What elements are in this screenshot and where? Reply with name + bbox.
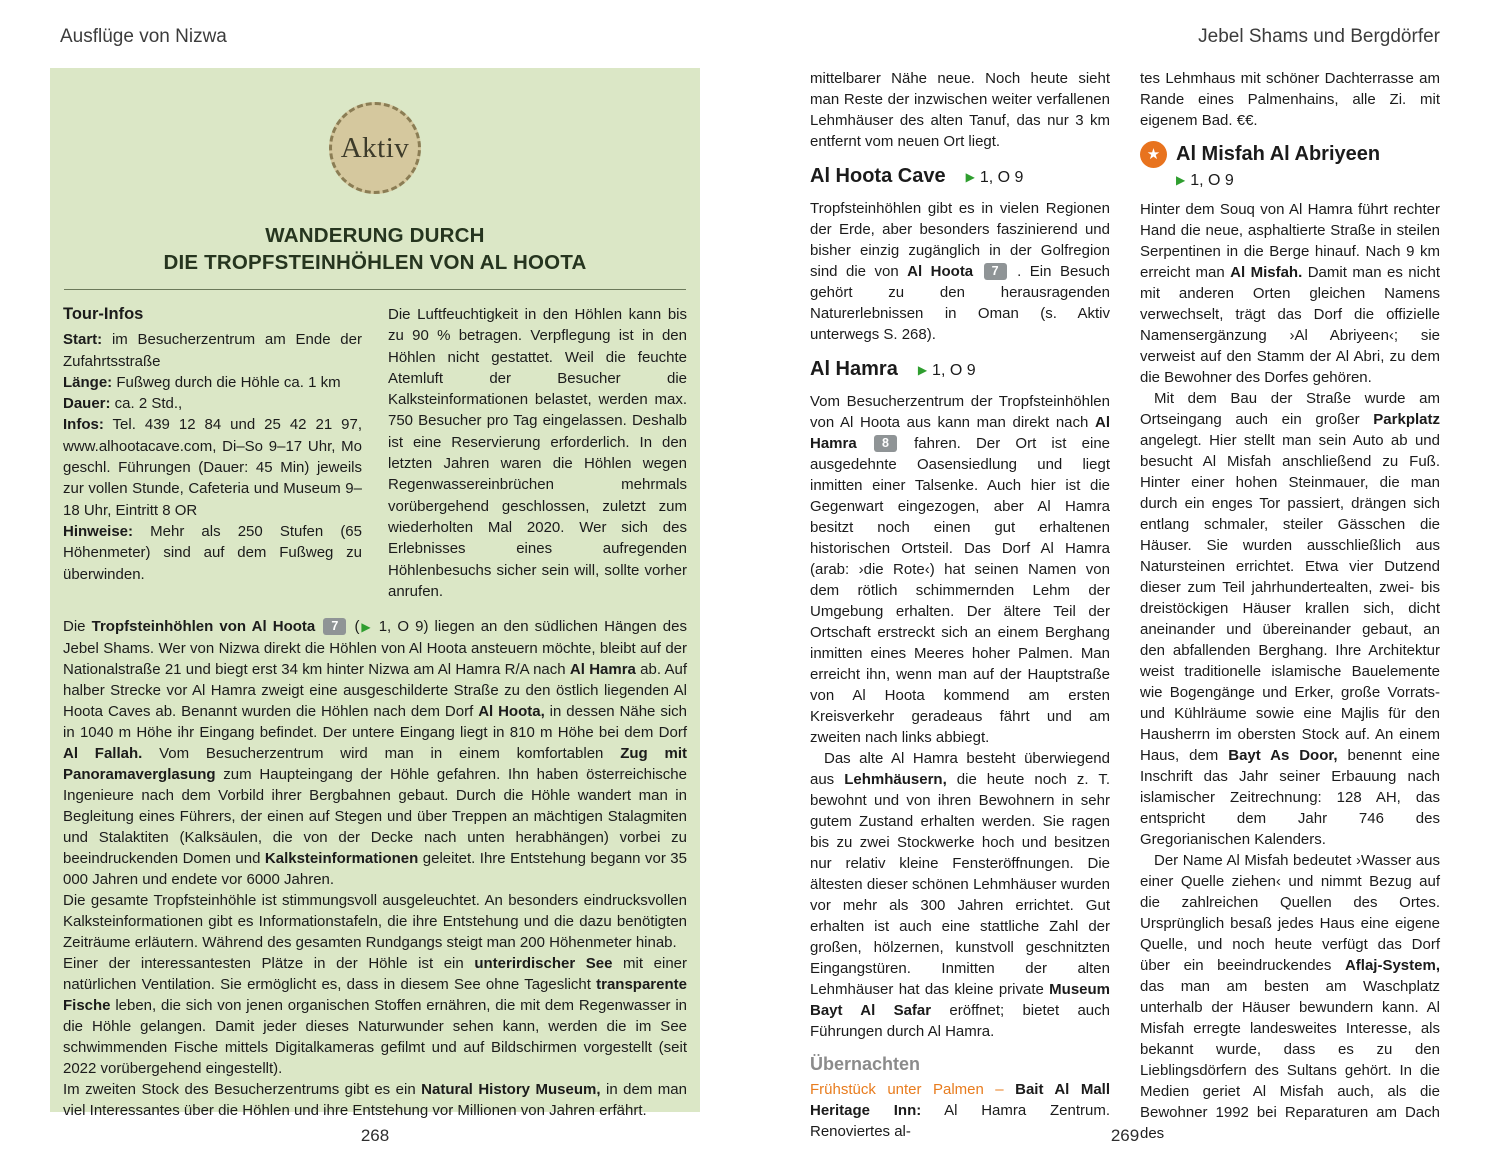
map-ref-arrow-icon: ▶ — [1176, 173, 1186, 187]
text-segment: . Ein Besuch gehört zu den herausragenden Naturerlebnissen in Oman (s. Aktiv unterwegs S. 268). — [810, 263, 1110, 343]
paragraph — [63, 953, 687, 1079]
paragraph — [810, 198, 1110, 345]
bold-text: transparente Fische — [63, 976, 687, 1015]
star-glyph: ★ — [1146, 146, 1161, 163]
paragraph — [810, 391, 1110, 748]
bold-text: Bayt As Door, — [1228, 747, 1338, 764]
map-ref-text: 1, O 9 — [979, 169, 1024, 186]
bold-text: Al Hamra — [569, 661, 636, 679]
paragraph: mittelbarer Nähe neue. Noch heute sieht man Reste der inzwischen weiter verfallenen Lehmhäuser des alten Tanuf, das nur 3 km entfernt vom neuen Ort liegt. — [810, 70, 1110, 150]
bold-text: Bait Al Mall Heritage Inn: — [810, 1081, 1110, 1119]
bold-text: Tropfsteinhöhlen von Al Hoota — [91, 618, 316, 636]
paragraph — [63, 616, 687, 890]
tour-info-dauer — [63, 393, 362, 414]
tour-info-start — [63, 329, 362, 372]
paragraph — [63, 1079, 687, 1121]
paragraph — [1140, 850, 1440, 1144]
text-segment: Tropfsteinhöhlen gibt es in vielen Regionen der Erde, aber besonders faszinierend und bisher einzig zugänglich in der Golfregion sind die von — [810, 200, 1110, 280]
text-segment: geleitet. Ihre Entstehung begann vor 35 000 Jahren und endete vor 6000 Jahren. — [63, 850, 687, 889]
bold-text: Museum Bayt Al Safar — [810, 981, 1110, 1019]
feature-title — [63, 222, 687, 276]
running-head-left: Ausflüge von Nizwa — [60, 26, 227, 47]
text-segment: 1, O 9) liegen an den südlichen Hängen des Jebel Shams. Wer von Nizwa direkt die Höhlen von Al Hoota ansteuern möchte, bleibt auf der Nationalstraße 21 und biegt erst 34 km hinter Nizwa am Al Hamra R/A nach — [63, 618, 687, 679]
right-column — [1140, 68, 1440, 1142]
map-ref-text: 1, O 9 — [1190, 172, 1234, 189]
paragraph — [63, 890, 687, 953]
text-segment: angelegt. Hier stellt man sein Auto ab und besucht Al Misfah anschließend zu Fuß. Hinter einer hohen Steinmauer, die man durch ein enges Tor passiert, drängen sich entlang schmaler, steiler Gässchen die Häuser. Sie wurden ausschließlich aus Natursteinen errichtet. Etwa vier Dutzend dieser zum Teil jahrhundertealten, zwei- bis dreistöckigen Häuser krallen sich, dicht aneinander und übereinander gebaut, an den abfallenden Berghang. Ihre Architektur weist traditionelle islamische Bauelemente wie Bogengänge und Erker, große Vorrats- und Kühlräume sowie eine Majlis für den Hausherrn im obersten Stock auf. An einem Haus, dem — [1140, 432, 1440, 764]
bold-text: Start: — [63, 331, 103, 349]
paragraph — [810, 748, 1110, 1042]
text-segment: Im zweiten Stock des Besucherzentrums gibt es ein — [63, 1081, 422, 1099]
bold-text: Al Misfah. — [1230, 264, 1303, 281]
tour-info-infos — [63, 414, 362, 520]
feature-title-line1: WANDERUNG DURCH — [265, 224, 485, 247]
text-segment: leben, die sich von jenen organischen Stoffen ernähren, die mit dem Regenwasser in die Höhle gelangen. Damit jeder dieses Naturwunder sehen kann, werden die im See schwimmenden Fische mittels Digitalkameras gefilmt und auf Bildschirmen vorgestellt (seit 2022 vorübergehend eingestellt). — [63, 997, 687, 1078]
feature-body — [63, 616, 687, 1121]
text-segment: benennt eine Inschrift das Jahr seiner Erbauung nach islamischer Zeitrechnung: 128 AH, das entspricht dem Jahr 746 des Gregorianischen Kalenders. — [1140, 747, 1440, 848]
middle-column — [810, 68, 1111, 1140]
bold-text: Al Hoota, — [478, 703, 545, 721]
aktiv-feature-box — [50, 68, 700, 1120]
heading-uebernachten: Übernachten — [810, 1054, 921, 1074]
aktiv-stamp-label: Aktiv — [340, 131, 410, 164]
text-segment: Der Name Al Misfah bedeutet ›Wasser aus einer Quelle ziehen‹ und nimmt Bezug auf die zahlreichen Quellen des Ortes. Ursprünglich besaß jedes Haus eine eigene Quelle, und noch heute verfügt das Dorf über ein beeindruckendes — [1140, 852, 1440, 974]
text-segment: ca. 2 Std., — [110, 395, 183, 413]
map-ref-arrow-icon: ▶ — [965, 170, 975, 184]
text-segment: eröffnet; bietet auch Führungen durch Al Hamra. — [810, 1002, 1110, 1040]
text-segment: das man am besten am Waschplatz unterhalb der Häuser bewundern kann. Al Misfah erregte landesweites Interesse, als bekannt wurde, dass es zu den Lieblingsdörfern des Sultans gehört. In die Medien geriet Al Misfah auch, als die Bewohner 1992 bei Reparaturen am Dach des — [1140, 978, 1440, 1142]
text-segment: Fußweg durch die Höhle ca. 1 km — [112, 373, 341, 391]
bold-text: Aflaj-System, — [1344, 957, 1440, 974]
ref-number-badge: 7 — [323, 618, 346, 635]
star-icon — [1140, 141, 1167, 168]
map-reference — [918, 360, 976, 382]
paragraph — [1140, 199, 1440, 388]
text-segment: in dessen Nähe sich in 1040 m Höhe ihr Eingang befindet. Der untere Eingang liegt in 810 m Höhe bei dem Dorf — [63, 703, 687, 742]
humidity-column — [388, 304, 687, 602]
text-segment: fahren. Der Ort ist eine ausgedehnte Oasensiedlung und liegt inmitten einer Talsenke. Auch hier ist die Gegenwart eingezogen, aber Al Hamra besitzt noch einen gut erhaltenen historischen Ortsteil. Das Dorf Al Hamra (arab: ›die Rote‹) hat seinen Namen von dem rötlich schimmernden Lehm der Umgebung erhalten. Der ältere Teil der Ortschaft erstreckt sich an einem Berghang inmitten eines Meeres hoher Palmen. Man erreicht ihn, wenn man auf der Hauptstraße von Al Hoota kommend am ersten Kreisverkehr geradeaus fährt und am zweiten nach links abbiegt. — [810, 435, 1111, 746]
text-segment — [973, 263, 981, 280]
text-segment: Einer der interessantesten Plätze in der Höhle ist ein — [63, 955, 475, 973]
bold-text: Kalksteinformationen — [264, 850, 419, 868]
tour-info-laenge — [63, 372, 362, 393]
text-segment — [315, 618, 321, 635]
running-head-right: Jebel Shams und Bergdörfer — [1198, 26, 1440, 47]
text-segment: Tel. 439 12 84 und 25 42 21 97, www.alhootacave.com, Di–So 9–17 Uhr, Mo geschl. Führungen (Dauer: 45 Min) jeweils zur vollen Stunde, Cafeteria und Museum 9–18 Uhr, Eintritt 8 OR — [63, 416, 362, 519]
text-segment: ab. Auf halber Strecke vor Al Hamra zweigt eine ausgeschilderte Straße zu den östlich liegenden Al Hoota Caves ab. Benannt wurden die Höhlen nach dem Dorf — [63, 661, 688, 721]
text-segment: in dem man viel Interessantes über die Höhlen und ihre Entstehung vor Millionen von Jahren erfährt. — [63, 1081, 687, 1120]
text-segment: Vom Besucherzentrum wird man in einem komfortablen — [142, 745, 621, 763]
text-segment: Al Hamra Zentrum. Renoviertes al- — [810, 1102, 1110, 1140]
feature-title-line2: DIE TROPFSTEINHÖHLEN VON AL HOOTA — [163, 251, 587, 274]
bold-text: Al Hamra — [810, 414, 1110, 452]
bold-text: Zug mit Panoramaverglasung — [63, 745, 687, 784]
bold-text: Parkplatz — [1373, 411, 1440, 428]
map-ref-arrow-icon: ▶ — [917, 363, 928, 377]
bold-text: Lehmhäusern, — [844, 771, 947, 788]
paragraph: Die Luftfeuchtigkeit in den Höhlen kann bis zu 90 % betragen. Verpflegung ist in den Höhlen nicht gestattet. Weil die feuchte Atemluft der Besucher die Kalksteinformationen belastet, werden max. 750 Besucher pro Tag eingelassen. Deshalb ist eine Reservierung erforderlich. In den letzten Jahren waren die Höhlen wegen Regenwassereinbrüchen mehrmals vorübergehend geschlossen, zuletzt zum wiederholten Mal 2020. Wer sich des Erlebnisses eines aufregenden Höhlenbesuchs sicher sein will, sollte vorher anrufen. — [388, 306, 687, 600]
map-ref-arrow-icon: ▶ — [359, 620, 373, 635]
text-segment: mit einer natürlichen Ventilation. Sie ermöglicht es, dass in diesem See ohne Tageslicht — [63, 955, 687, 994]
ref-number-badge: 7 — [984, 263, 1007, 280]
ref-number-badge: 8 — [874, 435, 897, 452]
text-segment: Hinter dem Souq von Al Hamra führt rechter Hand die neue, asphaltierte Straße in steilen Serpentinen in die Berge hinauf. Nach 9 km erreicht man — [1140, 201, 1440, 281]
text-segment: Das alte Al Hamra besteht überwiegend aus — [810, 750, 1110, 788]
map-reference — [966, 167, 1024, 189]
tour-infos-section — [63, 304, 687, 602]
text-segment — [857, 435, 872, 452]
heading-text: Al Hamra — [810, 358, 898, 380]
text-segment: Damit man es nicht mit anderen Orten gleichen Namens verwechselt, trägt das Dorf die offizielle Namensergänzung ›Al Abriyeen‹; sie verweist auf den Stamm der Al Abri, zu dem die Bewohner des Dorfes gehören. — [1140, 264, 1440, 386]
heading-al-hamra — [810, 359, 1110, 382]
tour-infos-column — [63, 304, 362, 602]
bold-text: Natural History Museum, — [421, 1081, 601, 1099]
map-reference — [1140, 170, 1440, 192]
heading-text: Al Hoota Cave — [810, 165, 946, 187]
heading-al-misfah — [1140, 141, 1440, 168]
tour-info-hinweise — [63, 521, 362, 585]
paragraph: tes Lehmhaus mit schöner Dachterrasse am Rande eines Palmenhains, alle Zi. mit eigenem Bad. €€. — [1140, 70, 1440, 129]
bold-text: Infos: — [63, 416, 104, 434]
text-segment: Mit dem Bau der Straße wurde am Ortseingang auch ein großer — [1140, 390, 1440, 428]
bold-text: Al Hoota — [907, 263, 974, 280]
text-segment: zum Haupteingang der Höhle gefahren. Ihn haben österreichische Ingenieure nach dem Vorbild ihrer Bergbahnen gebaut. Durch die Höhle wandert man in Begleitung eines Führers, der einen auf Stegen und über Treppen an mächtigen Stalagmiten und Stalaktiten (Kalksäulen, die von der Decke nach unten herabhängen) vorbei zu beeindruckenden Domen und — [63, 766, 687, 868]
bold-text: Al Fallah. — [63, 745, 143, 763]
tour-infos-heading: Tour-Infos — [63, 305, 144, 323]
bold-text: Länge: — [63, 373, 113, 391]
map-ref-text: 1, O 9 — [932, 362, 976, 379]
title-divider — [64, 289, 686, 290]
bold-text: Dauer: — [63, 395, 111, 413]
heading-text: Al Misfah Al Abriyeen — [1176, 143, 1381, 165]
text-segment: im Besucherzentrum am Ende der Zufahrtsstraße — [63, 331, 362, 370]
text-segment: die heute noch z. T. bewohnt und von ihren Bewohnern in sehr gutem Zustand erhalten werden. Sie ragen bis zu zwei Stockwerke hoch und besitzen nur relativ kleine Fensteröffnungen. Die ältesten dieser schönen Lehmhäuser wurden vor mehr als 300 Jahren errichtet. Gut erhalten ist auch eine stattliche Zahl der großen, hölzernen, kunstvoll geschnitzten Eingangstüren. Inmitten der alten Lehmhäuser hat das kleine private — [810, 771, 1111, 998]
paragraph — [1140, 388, 1440, 850]
page-number-left: 268 — [360, 1126, 390, 1145]
bold-text: Hinweise: — [63, 522, 134, 540]
text-segment: ( — [348, 618, 360, 636]
highlight-orange-text: Frühstück unter Palmen – — [810, 1081, 1016, 1098]
text-segment: Die — [63, 618, 92, 636]
aktiv-stamp-badge — [329, 102, 421, 194]
heading-al-hoota-cave — [810, 166, 1110, 189]
text-segment: Die gesamte Tropfsteinhöhle ist stimmungsvoll ausgeleuchtet. An besonders eindrucksvollen Kalksteinformationen gibt es Informationstafeln, die ihre Entstehung und die dazu benötigten Zeiträume erläutern. Während des gesamten Rundgangs steigt man 200 Höhenmeter hinab. — [63, 892, 687, 952]
text-segment: Mehr als 250 Stufen (65 Höhenmeter) sind auf dem Fußweg zu überwinden. — [63, 522, 362, 583]
text-segment: Vom Besucherzentrum der Tropfsteinhöhlen von Al Hoota aus kann man direkt nach — [810, 393, 1110, 431]
bold-text: unterirdischer See — [474, 955, 613, 973]
page-number-right: 269 — [1110, 1126, 1140, 1145]
